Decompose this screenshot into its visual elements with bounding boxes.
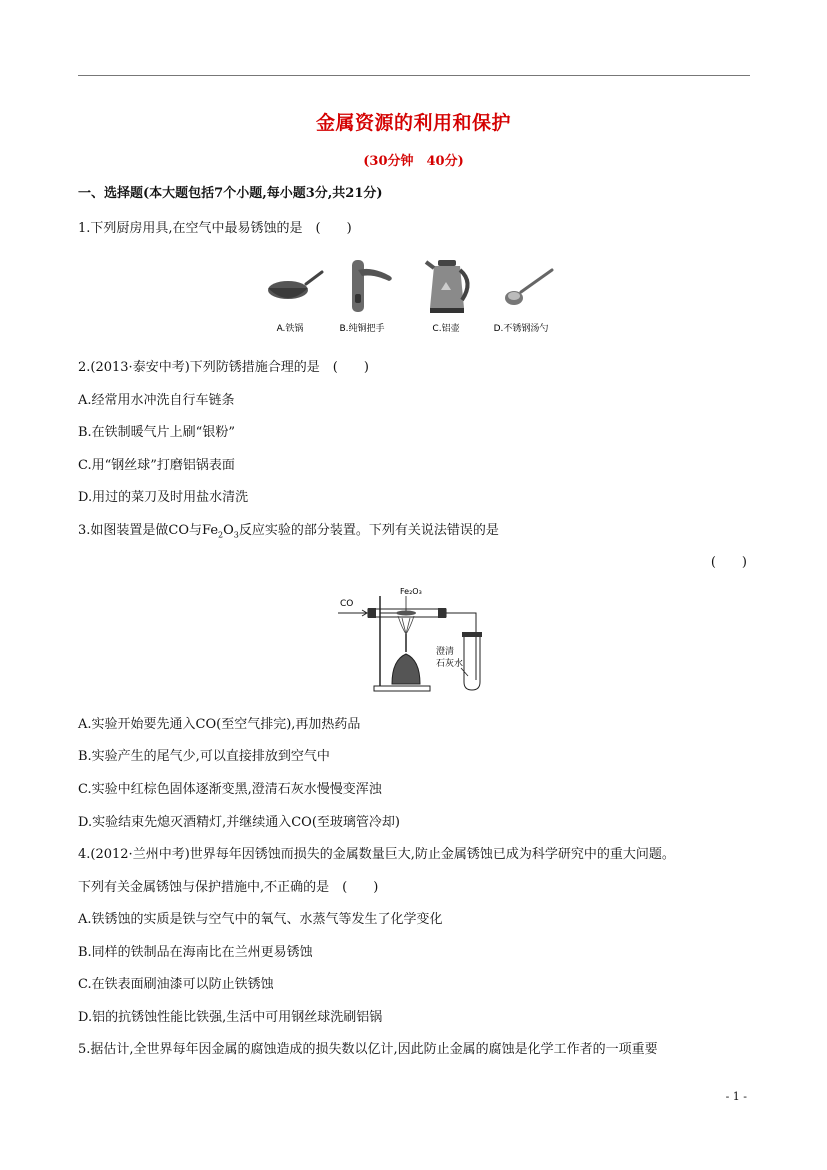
q2-option-a: A.经常用水冲洗自行车链条 <box>78 393 235 408</box>
q1-figure <box>262 252 562 338</box>
q1-caption-b: B.纯铜把手 <box>339 324 385 334</box>
door-handle-icon <box>352 260 392 312</box>
header-rule <box>78 75 750 76</box>
q4-stem-line1: 4.(2012·兰州中考)世界每年因锈蚀而损失的金属数量巨大,防止金属锈蚀已成为科学研究中的重大问题。 <box>78 847 675 862</box>
q4-option-a: A.铁锈蚀的实质是铁与空气中的氧气、水蒸气等发生了化学变化 <box>78 912 443 927</box>
section-heading: 一、选择题(本大题包括7个小题,每小题3分,共21分) <box>78 186 383 201</box>
q2-option-c: C.用“钢丝球”打磨铝锅表面 <box>78 458 235 473</box>
q3-stem: 3.如图装置是做CO与$Fe_2O_3$反应实验的部分装置。下列有关说法错误的是 <box>78 523 499 540</box>
q5-stem: 5.据估计,全世界每年因金属的腐蚀造成的损失数以亿计,因此防止金属的腐蚀是化学工作者的一项重要 <box>78 1042 658 1057</box>
page-title: 金属资源的利用和保护 <box>315 112 511 134</box>
q1-caption-d: D.不锈钢汤勺 <box>493 324 549 334</box>
q2-option-d: D.用过的菜刀及时用盐水清洗 <box>78 490 249 505</box>
q2-stem: 2.(2013·泰安中考)下列防锈措施合理的是 ( ) <box>78 360 369 375</box>
q1-caption-a: A.铁锅 <box>276 324 304 334</box>
wok-icon <box>268 272 322 299</box>
limewater-label-2: 石灰水 <box>436 659 464 669</box>
q2-option-b: B.在铁制暖气片上刷“银粉” <box>78 425 235 440</box>
ladle-icon <box>505 270 552 305</box>
q3-option-c: C.实验中红棕色固体逐渐变黑,澄清石灰水慢慢变浑浊 <box>78 782 382 797</box>
q1-stem: 1.下列厨房用具,在空气中最易锈蚀的是 ( ) <box>78 221 352 236</box>
q4-option-c: C.在铁表面刷油漆可以防止铁锈蚀 <box>78 977 274 992</box>
limewater-label-1: 澄清 <box>436 647 455 657</box>
kettle-icon <box>426 260 468 313</box>
q4-stem-line2: 下列有关金属锈蚀与保护措施中,不正确的是 ( ) <box>78 880 379 895</box>
q3-answer-paren: ( ) <box>710 555 747 570</box>
q3-option-a: A.实验开始要先通入CO(至空气排完),再加热药品 <box>78 717 361 732</box>
page-subtitle: (30分钟 40分) <box>363 154 464 169</box>
q4-option-b: B.同样的铁制品在海南比在兰州更易锈蚀 <box>78 945 313 960</box>
q3-option-b: B.实验产生的尾气少,可以直接排放到空气中 <box>78 749 330 764</box>
q3-apparatus-figure <box>336 582 492 696</box>
fe2o3-label: Fe₂O₃ <box>400 587 422 596</box>
page-number: - 1 - <box>725 1090 747 1103</box>
q3-option-d: D.实验结束先熄灭酒精灯,并继续通入CO(至玻璃管冷却) <box>78 815 400 830</box>
co-label: CO <box>340 599 354 609</box>
q1-caption-c: C.铝壶 <box>432 324 460 334</box>
q4-option-d: D.铝的抗锈蚀性能比铁强,生活中可用钢丝球洗刷铝锅 <box>78 1010 383 1025</box>
